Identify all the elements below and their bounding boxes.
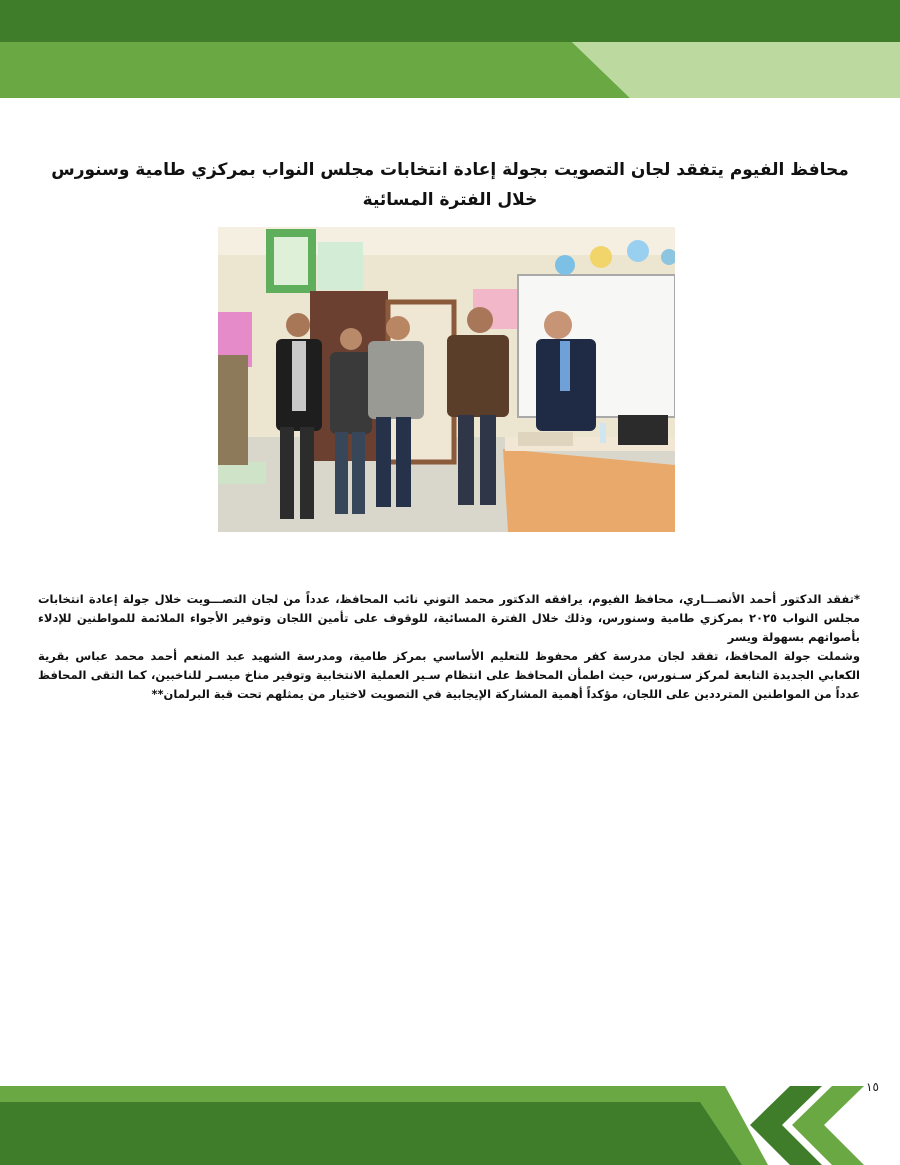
page-number: ١٥ [866,1080,879,1094]
article-body [38,590,860,704]
article-paragraph: وشملت جولة المحافظ، تفقد لجان مدرسة كفر محفوظ للتعليم الأساسي بمركز طامية، ومدرسة الشهيد عبد المنعم أحمد محمد عباس بقرية الكعابي الجديدة التابعة لمركز سـنورس، حيث اطمأن المحافظ على انتظام سـير العملية الانتخابية وتوفير مناخ ميسـر للناخبين، كما التقى المحافظ عدداً من المواطنين المترددين على اللجان، مؤكداً أهمية المشاركة الإيجابية في التصويت لاختيار من يمثلهم تحت قبة البرلمان** [38,649,860,701]
photo-illustration [218,227,675,532]
article-paragraph: *تفقد الدكتور أحمد الأنصـــاري، محافظ الفيوم، يرافقه الدكتور محمد التوني نائب المحافظ، عدداً من لجان التصـــويت خلال جولة إعادة انتخابات مجلس النواب ٢٠٢٥ بمركزي طامية وسنورس، وذلك خلال الفترة المسائية، للوقوف على تأمين اللجان وتوفير الأجواء الملائمة للمواطنين للإدلاء بأصواتهم بسهولة ويسر [38,592,860,644]
header-mid-stripe [0,42,630,98]
footer-dark-stripe [0,1102,742,1165]
page-title: محافظ الفيوم يتفقد لجان التصويت بجولة إعادة انتخابات مجلس النواب بمركزي طامية وسنورس خلال الفترة المسائية [51,160,849,210]
news-photo [218,227,675,532]
person-left-edge [218,355,248,465]
header-band [0,0,900,100]
footer-band [0,1080,900,1165]
header-dark-stripe [0,0,900,42]
